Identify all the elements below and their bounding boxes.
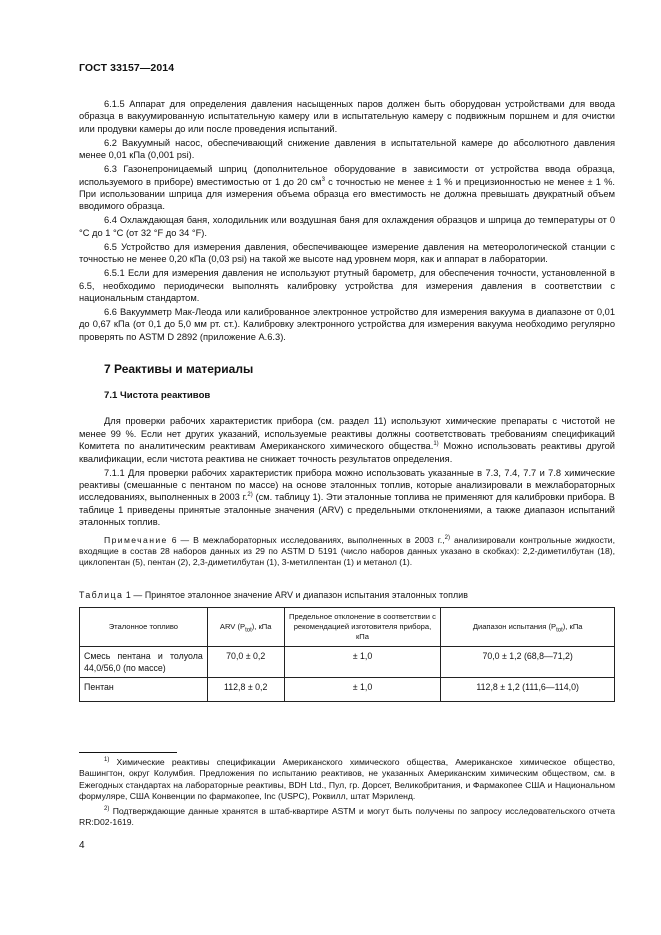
header-arv-a: ARV (P [219, 622, 246, 632]
section-7-heading: 7 Реактивы и материалы [104, 362, 254, 377]
paragraph-7-1-part-a: Для проверки рабочих характеристик прибора (см. раздел 11) используют химические препараты с чистотой не менее 99 %. Если нет других указаний, используемые реактивы должны соответствовать требованиям спецификаций Комитета по аналитическим реактивам Американского химического общества. [79, 416, 615, 452]
note-text-b: анализировали контрольные жидкости, входящие в состав 28 наборов данных из 29 по ASTM D 5191 (число наборов данных указано в скобках): 2,2-диметилбутан (18), циклопентан (5), пентан (2), 2,3-диметилбутан (1), 3-метилпентан (1) и метанол (1). [79, 534, 615, 568]
header-fuel: Эталонное топливо [80, 608, 208, 647]
header-range-a: Диапазон испытания (P [472, 622, 557, 632]
table-row [80, 678, 615, 702]
footnote-1 [79, 757, 615, 803]
paragraph-7-1-1-part-a: 7.1.1 Для проверки рабочих характеристик прибора можно использовать указанные в 7.3, 7.4, 7.7 и 7.8 химические реактивы (смешанные с пентаном по массе) на основе эталонных топлив, которые анализировали в межлабораторных исследованиях, выполненных в 2003 г. [79, 467, 615, 503]
paragraph-7-1-1 [79, 467, 615, 529]
paragraph-6-3 [79, 163, 615, 213]
cell-fuel: Пентан [80, 678, 208, 702]
table-row [80, 647, 615, 678]
paragraph-6-5-1: 6.5.1 Если для измерения давления не используют ртутный барометр, для обеспечения точности, установленной в 6.5, необходимо периодически выполнять калибровку устройства для измерения давления в соответствии с национальным стандартом. [79, 268, 615, 304]
paragraph-6-2: 6.2 Вакуумный насос, обеспечивающий снижение давления в испытательной камере до абсолютного давления менее 0,01 кПа (0,001 psi). [79, 137, 615, 161]
table-header-row [80, 608, 615, 647]
table-caption-label: Таблица [79, 589, 124, 600]
header-range-sub: tot [556, 627, 563, 634]
cubic-superscript: 3 [321, 176, 325, 183]
table-caption [79, 589, 615, 601]
table-caption-text: 1 — Принятое эталонное значение ARV и диапазон испытания эталонных топлив [123, 589, 468, 600]
document-body [79, 98, 615, 702]
cell-arv: 70,0 ± 0,2 [207, 647, 284, 678]
cell-fuel: Смесь пентана и толуола 44,0/56,0 (по массе) [80, 647, 208, 678]
footnotes [79, 752, 615, 831]
header-arv-b: ), кПа [251, 622, 272, 632]
paragraph-7-1-1-part-b: (см. таблицу 1). Эти эталонные топлива не применяют для калибровки прибора. В таблице 1 приведены принятые эталонные значения (ARV) с предельными отклонениями, а также диапазон испытаний эталонных топлив. [79, 492, 615, 528]
header-arv-sub: tot [245, 627, 252, 634]
paragraph-7-1-part-b: Можно использовать реактивы другой квалификации, если чистота реактива не снижает точность результатов определения. [79, 441, 615, 464]
paragraph-6-3-part-a: 6.3 Газонепроницаемый шприц (дополнительное оборудование в зависимости от устройства ввода образца, используемого в приборе) вместимостью от 1 до 20 см [79, 164, 615, 187]
footnote-2-mark: 2) [104, 805, 110, 812]
header-range [441, 608, 615, 647]
cell-deviation: ± 1,0 [284, 678, 441, 702]
note-label: Примечание [104, 534, 168, 545]
footnote-2 [79, 806, 615, 829]
header-arv [207, 608, 284, 647]
paragraph-6-1-5: 6.1.5 Аппарат для определения давления насыщенных паров должен быть оборудован устройствами для ввода образца в вакуумированную испытательную камеру или в испытательную камеру с подвижным поршнем и для очистки или продувки камеры до или после проведения испытаний. [79, 99, 615, 134]
footnote-1-mark: 1) [104, 757, 110, 764]
footnote-2-text: Подтверждающие данные хранятся в штаб-квартире ASTM и могут быть получены по запросу исследовательского отчета RR:D02-1619. [79, 805, 615, 828]
paragraph-7-1 [79, 415, 615, 465]
footnote-divider [79, 752, 177, 753]
note-6 [79, 535, 615, 569]
footnote-1-text: Химические реактивы спецификации Американского химического общества, Американское химическое общество, Вашингтон, округ Колумбия. Предложения по испытанию реактивов, не указанных Американским химическим обществом, см. в Ежегодных стандартах на лабораторные реактивы, BDH Ltd., Пул, гр. Дорсет, Великобритания, и Фармакопее США и Национальном формуляре, США Конвенции по фармакопее, Inc (USPC), Роквилл, штат Мэриленд. [79, 757, 615, 802]
cell-range: 70,0 ± 1,2 (68,8—71,2) [441, 647, 615, 678]
paragraph-6-4: 6.4 Охлаждающая баня, холодильник или воздушная баня для охлаждения образцов и шприца до температуры от 0 °C до 1 °C (от 32 °F до 34 °F). [79, 215, 615, 238]
cell-arv: 112,8 ± 0,2 [207, 678, 284, 702]
note-text-a: 6 — В межлабораторных исследованиях, выполненных в 2003 г., [167, 534, 445, 545]
paragraph-6-3-part-b: с точностью не менее ± 1 % и прецизионностью не менее ± 1 %. При использовании шприца для измерения объема образца его вместимость не должна превышать двукратный объем вводимого образца. [79, 176, 615, 212]
header-range-b: ), кПа [562, 622, 583, 632]
section-7-1-heading: 7.1 Чистота реактивов [104, 390, 211, 402]
footnote-ref-1: 1) [433, 441, 439, 447]
paragraph-6-6: 6.6 Вакуумметр Мак-Леода или калиброванное электронное устройство для измерения вакуума в диапазоне от 0,01 до 0,67 кПа (от 0,1 до 5,0 мм рт. ст.). Калибровку электронного устройства для измерения вакуума необходимо регулярно проверять по ASTM D 2892 (приложение А.6.3). [79, 307, 615, 342]
header-deviation: Предельное отклонение в соответствии с рекомендацией изготовителя прибора, кПа [284, 608, 441, 647]
cell-range: 112,8 ± 1,2 (111,6—114,0) [441, 678, 615, 702]
reference-fuels-table [79, 607, 615, 702]
note-footnote-ref: 2) [444, 534, 450, 541]
document-header: ГОСТ 33157—2014 [79, 62, 175, 74]
footnote-ref-2: 2) [247, 492, 253, 499]
paragraph-6-5: 6.5 Устройство для измерения давления, обеспечивающее измерение давления на метеорологической станции с точностью не менее 0,20 кПа (0,03 psi) на такой же высоте над уровнем моря, как и аппарат в лаборатории. [79, 241, 615, 265]
cell-deviation: ± 1,0 [284, 647, 441, 678]
page-number: 4 [79, 840, 85, 851]
